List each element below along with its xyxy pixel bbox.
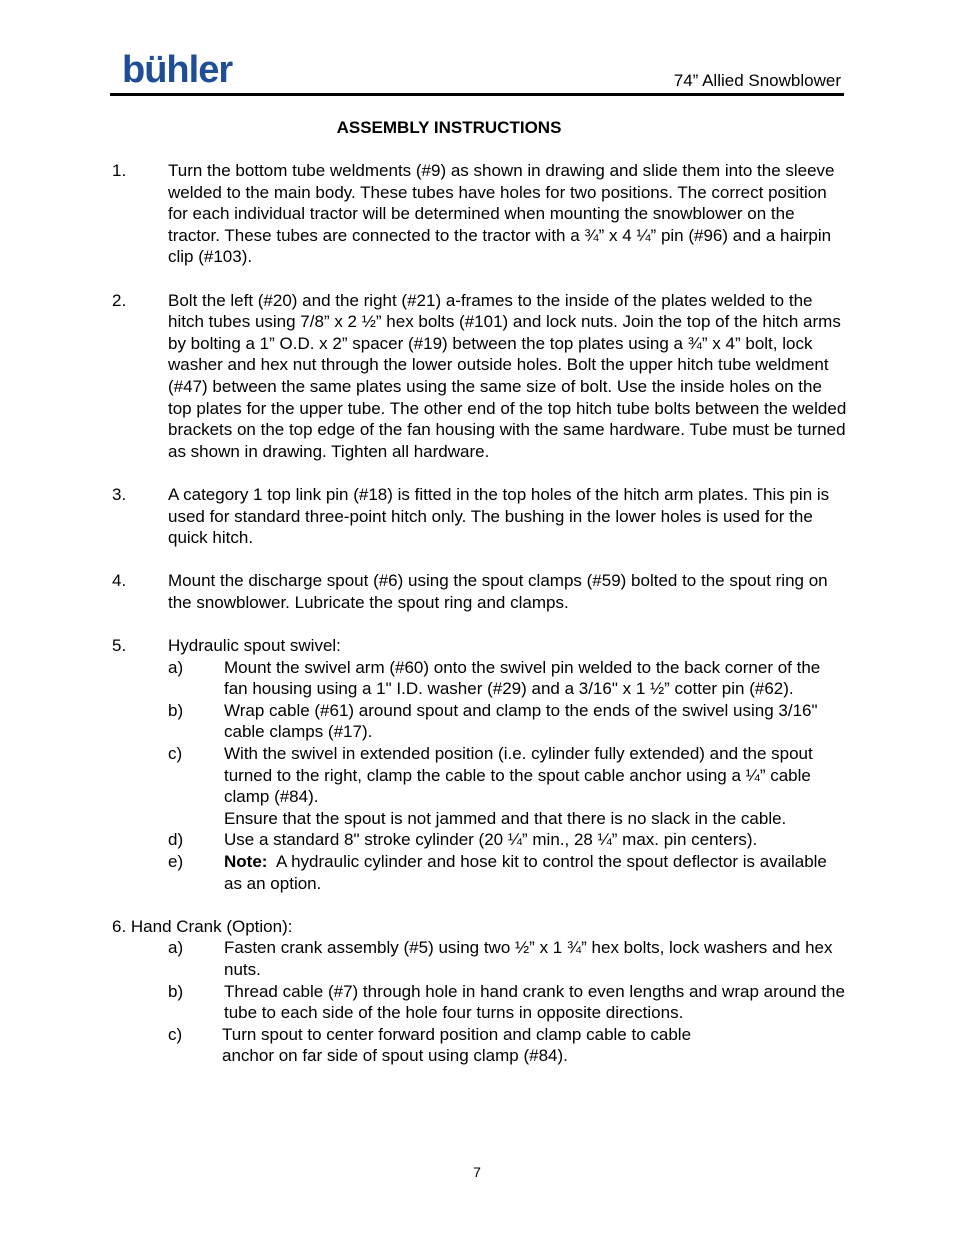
- item-text: Bolt the left (#20) and the right (#21) a-frames to the inside of the plates welded to the hitch tubes using 7/8” x 2 ½” hex bolts (#101) and lock nuts. Join the top of the hitch arms by bolting a 1” O.D. x 2” spacer (#19) between the top plates using a ¾” x 4” bolt, lock washer and hex nut through the lower outside holes. Bolt the upper hitch tube weldment (#47) between the same plates using the same size of bolt. Use the inside holes on the top plates for the upper tube. The other end of the top hitch tube bolts between the welded brackets on the top edge of the fan housing with the same hardware. Tube must be turned as shown in drawing. Tighten all hardware.: [168, 290, 847, 461]
- sub-item-5a: [112, 657, 847, 700]
- item-number: 2.: [112, 290, 127, 310]
- sub-letter: b): [168, 700, 184, 720]
- sub-text: Use a standard 8" stroke cylinder (20 ¼” min., 28 ¼” max. pin centers).: [224, 830, 758, 850]
- sub-text: Turn spout to center forward position and clamp cable to cable anchor on far side of spout using clamp (#84).: [222, 1024, 692, 1066]
- sub-note: Ensure that the spout is not jammed and that there is no slack in the cable.: [224, 808, 787, 828]
- sub-letter: a): [168, 938, 184, 958]
- item-number: 1.: [112, 161, 127, 180]
- sub-text: Wrap cable (#61) around spout and clamp to the ends of the swivel using 3/16" cable clamps (#17).: [224, 700, 818, 742]
- instruction-item-6: [112, 916, 847, 938]
- sub-item-6c: [112, 1024, 847, 1067]
- sub-item-6a: [112, 937, 847, 980]
- page-number: 7: [473, 1164, 481, 1180]
- sub-letter: a): [168, 657, 184, 677]
- instruction-item-5: [112, 635, 847, 657]
- sub-text: [224, 851, 847, 894]
- sub-text: With the swivel in extended position (i.e. cylinder fully extended) and the spout turned to the right, clamp the cable to the spout cable anchor using a ¼” cable clamp (#84).: [224, 744, 813, 807]
- item-number: 5.: [112, 636, 127, 656]
- sub-text: Fasten crank assembly (#5) using two ½” x 1 ¾” hex bolts, lock washers and hex nuts.: [224, 938, 833, 979]
- instructions-body: [112, 160, 847, 1067]
- item-title: 6. Hand Crank (Option):: [112, 916, 293, 936]
- sub-text: Mount the swivel arm (#60) onto the swivel pin welded to the back corner of the fan housing using a 1" I.D. washer (#29) and a 3/16" x 1 ½” cotter pin (#62).: [224, 657, 821, 699]
- note-label: Note:: [224, 852, 268, 871]
- sub-letter: c): [168, 1024, 183, 1044]
- item-text: Mount the discharge spout (#6) using the spout clamps (#59) bolted to the spout ring on the snowblower. Lubricate the spout ring and clamps.: [168, 571, 828, 612]
- instruction-item-1: [112, 160, 847, 268]
- item-number: 3.: [112, 484, 127, 504]
- item-number: 4.: [112, 571, 127, 591]
- sub-letter: d): [168, 830, 184, 850]
- header-rule: [110, 93, 844, 96]
- sub-item-6b: [112, 981, 847, 1024]
- item-text: Turn the bottom tube weldments (#9) as shown in drawing and slide them into the sleeve welded to the main body. These tubes have holes for two positions. The correct position for each individual tractor will be determined when mounting the snowblower on the tractor. These tubes are connected to the tractor with a ¾” x 4 ¼” pin (#96) and a hairpin clip (#103).: [168, 161, 835, 267]
- item-text: A category 1 top link pin (#18) is fitted in the top holes of the hitch arm plates. This pin is used for standard three-point hitch only. The bushing in the lower holes is used for the quick hitch.: [168, 484, 830, 548]
- item-title: Hydraulic spout swivel:: [168, 636, 341, 656]
- sub-letter: b): [168, 981, 184, 1001]
- sub-item-5d: [112, 829, 847, 851]
- sub-item-5c: [112, 743, 847, 829]
- note-text: A hydraulic cylinder and hose kit to control the spout deflector is available as an option.: [224, 852, 832, 893]
- buhler-logo: bühler: [122, 49, 233, 91]
- sub-letter: c): [168, 744, 183, 764]
- sub-text: Thread cable (#7) through hole in hand crank to even lengths and wrap around the tube to each side of the hole four turns in opposite directions.: [224, 981, 845, 1023]
- document-title: 74” Allied Snowblower: [673, 71, 841, 90]
- sub-item-5b: [112, 700, 847, 743]
- instruction-item-3: [112, 484, 847, 549]
- instruction-item-4: [112, 570, 847, 613]
- instruction-item-2: [112, 290, 847, 463]
- sub-letter: e): [168, 852, 184, 871]
- sub-item-5e: [112, 851, 847, 894]
- section-heading: ASSEMBLY INSTRUCTIONS: [336, 118, 562, 137]
